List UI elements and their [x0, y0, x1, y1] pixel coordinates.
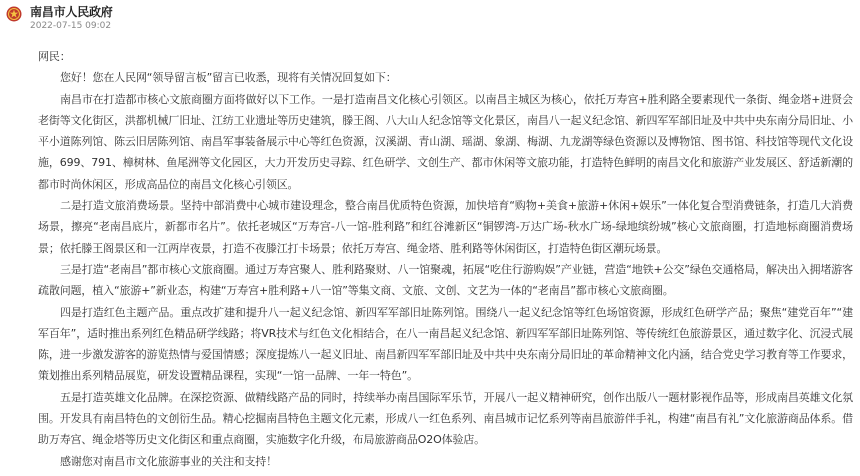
- reply-paragraph: 二是打造文旅消费场景。坚持中部消费中心城市建设理念，整合南昌优质特色资源，加快培育“购物+美食+旅游+休闲+娱乐”一体化复合型消费链条，打造几大消费场景，擦亮“老南昌底片，新都市名片”。依托老城区“万寿宫-八一馆-胜利路”和红谷滩新区“铜锣湾-万达广场-秋水广场-绿地缤纷城”核心文旅商圈，打造地标商圈消费场景；依托滕王阁景区和一江两岸夜景，打造不夜滕江打卡场景；依托万寿宫、绳金塔、胜利路等休闲街区，打造特色街区潮玩场景。: [38, 199, 853, 255]
- government-emblem-icon: [6, 6, 22, 22]
- reply-paragraph: 四是打造红色主题产品。重点改扩建和提升八一起义纪念馆、新四军军部旧址陈列馆。围绕八一起义纪念馆等红色场馆资源，形成红色研学产品；聚焦“建党百年”“建军百年”，适时推出系列红色精品研学线路；将VR技术与红色文化相结合，在八一南昌起义纪念馆、新四军军部旧址陈列馆、等传统红色旅游景区，通过数字化、沉浸式展陈，进一步激发游客的游览热情与爱国情感；深度提炼八一起义旧址、南昌新四军军部旧址及中共中央东南分局旧址的革命精神文化内涵，结合党史学习教育等工作要求，策划推出系列精品展览，研发设置精品课程，实现“一馆一品牌、一年一特色”。: [38, 305, 853, 383]
- post-timestamp: 2022-07-15 09:02: [30, 21, 112, 31]
- post-header: [6, 4, 113, 36]
- reply-greeting: 网民：: [38, 50, 71, 63]
- reply-closing: 感谢您对南昌市文化旅游事业的关注和支持！: [60, 454, 277, 468]
- reply-paragraph: 您好！您在人民网“领导留言板”留言已收悉，现将有关情况回复如下：: [60, 71, 397, 85]
- reply-content: [38, 46, 853, 472]
- reply-paragraph: 三是打造“老南昌”都市核心文旅商圈。通过万寿宫聚人、胜利路聚财、八一馆聚魂，拓展“吃住行游购娱”产业链，营造“地铁+公交”绿色交通格局，解决出入拥堵游客疏散问题，植入“旅游+”新业态，构建“万寿宫+胜利路+八一馆”等集文商、文旅、文创、文艺为一体的“老南昌”都市核心文旅商圈。: [38, 262, 853, 298]
- reply-paragraph: 南昌市在打造都市核心文旅商圈方面将做好以下工作。一是打造南昌文化核心引领区。以南昌主城区为核心，依托万寿宫+胜利路全要素现代一条街、绳金塔+进贤会老街等文化街区，洪都机械厂旧址、江纺工业遗址等历史建筑，滕王阁、八大山人纪念馆等文化景区，南昌八一起义纪念馆、新四军军部旧址及中共中央东南分局旧址、小平小道陈列馆、陈云旧居陈列馆、南昌军事装备展示中心等红色资源，汉溪湖、青山湖、瑶湖、象湖、梅湖、九龙湖等绿色资源以及博物馆、图书馆、科技馆等现代文化设施，699、791、樟树林、鱼尾洲等文化园区，大力开发历史寻踪、红色研学、文创生产、都市休闲等文旅功能，打造特色鲜明的南昌文化和旅游产业发展区、舒适新潮的都市时尚休闲区，形成高品位的南昌文化核心引领区。: [38, 92, 853, 191]
- reply-paragraph: 五是打造英雄文化品牌。在深挖资源、做精线路产品的同时，持续举办南昌国际军乐节，开展八一起义精神研究，创作出版八一题材影视作品等，形成南昌英雄文化氛围。开发具有南昌特色的文创衍生品。精心挖掘南昌特色主题文化元素，形成八一红色系列、南昌城市记忆系列等南昌旅游伴手礼，构建“南昌有礼”文化旅游商品体系。借助万寿宫、绳金塔等历史文化街区和重点商圈，实施数字化升级，布局旅游商品O2O体验店。: [38, 390, 853, 447]
- org-name[interactable]: 南昌市人民政府: [30, 5, 113, 19]
